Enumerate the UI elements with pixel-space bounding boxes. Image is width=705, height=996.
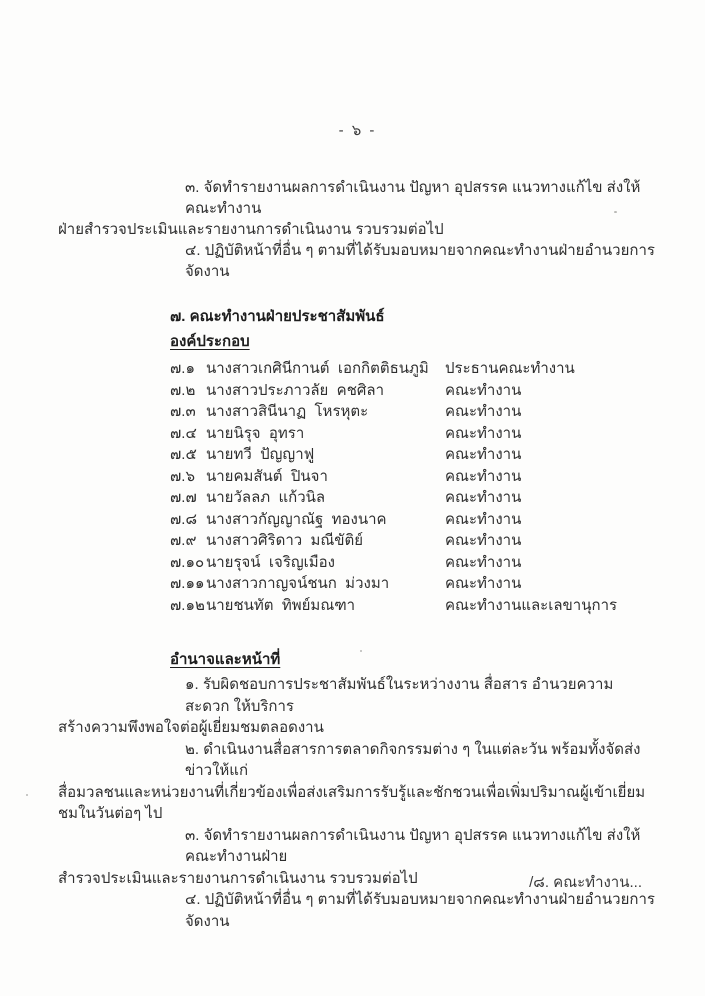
member-number: ๗.๙ xyxy=(170,532,197,549)
committee-member-list xyxy=(170,358,657,616)
member-row xyxy=(170,595,657,617)
paragraph-line: ๓. จัดทำรายงานผลการดำเนินงาน ปัญหา อุปสรรค แนวทางแก้ไข ส่งให้คณะทำงาน xyxy=(185,179,641,217)
member-number: ๗.๕ xyxy=(170,446,197,463)
duties-heading: อำนาจและหน้าที่ xyxy=(170,651,281,668)
scan-artifact xyxy=(360,650,362,652)
member-role: คณะทำงาน xyxy=(445,381,522,399)
member-name: นางสาวประภาวลัย คชศิลา xyxy=(206,381,385,399)
member-name: นายวัลลภ แก้วนิล xyxy=(206,489,326,506)
page-number: - ๖ - xyxy=(338,122,377,139)
member-row xyxy=(170,530,657,552)
member-name: นางสาวกัญญาณัฐ ทองนาค xyxy=(206,510,387,528)
duty-line: สร้างความพึงพอใจต่อผู้เยี่ยมชมตลอดงาน xyxy=(58,719,324,736)
paragraph-line: ฝ่ายสำรวจประเมินและรายงานการดำเนินงาน รวบรวมต่อไป xyxy=(58,221,444,238)
member-name: นางสาวเกศินีกานต์ เอกกิตติธนภูมิ xyxy=(206,360,429,377)
member-role: คณะทำงาน xyxy=(445,467,522,485)
member-role: คณะทำงาน xyxy=(445,553,522,571)
member-role: คณะทำงาน xyxy=(445,575,522,592)
member-name: นางสาวศิริดาว มณีขัติย์ xyxy=(206,532,364,549)
member-number: ๗.๑๑ xyxy=(170,575,205,592)
member-number: ๗.๓ xyxy=(170,403,196,420)
duty-line: ๒. ดำเนินงานสื่อสารการตลาดกิจกรรมต่าง ๆ ในแต่ละวัน พร้อมทั้งจัดส่งข่าวให้แก่ xyxy=(185,740,641,779)
member-name: นายทวี ปัญญาฟู xyxy=(206,446,315,463)
member-row xyxy=(170,380,657,402)
page-continuation-note: /๘. คณะทำงาน... xyxy=(529,874,642,891)
member-name: นายชนทัต ทิพย์มณฑา xyxy=(206,596,356,614)
member-name: นายคมสันต์ ปินจา xyxy=(206,467,328,485)
composition-heading: องค์ประกอบ xyxy=(170,333,250,350)
member-row xyxy=(170,509,657,531)
member-row xyxy=(170,444,657,466)
member-number: ๗.๔ xyxy=(170,424,197,442)
member-role: คณะทำงาน xyxy=(445,489,522,506)
member-number: ๗.๘ xyxy=(170,510,198,528)
member-name: นางสาวกาญจน์ชนก ม่วงมา xyxy=(206,575,390,592)
member-number: ๗.๑๒ xyxy=(170,596,205,614)
paragraph-line: ๔. ปฏิบัติหน้าที่อื่น ๆ ตามที่ได้รับมอบหมายจากคณะทำงานฝ่ายอำนวยการจัดงาน xyxy=(185,242,655,280)
previous-section-tail xyxy=(58,177,657,282)
duty-line: ๑. รับผิดชอบการประชาสัมพันธ์ในระหว่างงาน สื่อสาร อำนวยความสะดวก ให้บริการ xyxy=(185,676,614,715)
member-number: ๗.๖ xyxy=(170,467,195,485)
member-role: คณะทำงาน xyxy=(445,510,522,528)
member-row xyxy=(170,573,657,595)
member-row xyxy=(170,466,657,488)
member-row xyxy=(170,358,657,380)
duty-line: ๔. ปฏิบัติหน้าที่อื่น ๆ ตามที่ได้รับมอบหมายจากคณะทำงานฝ่ายอำนวยการจัดงาน xyxy=(185,891,655,930)
duty-line: สำรวจประเมินและรายงานการดำเนินงาน รวบรวมต่อไป xyxy=(58,869,418,887)
member-name: นางสาวสินีนาฏ โหรหุตะ xyxy=(206,403,369,420)
section7-heading: ๗. คณะทำงานฝ่ายประชาสัมพันธ์ xyxy=(170,308,385,325)
member-row xyxy=(170,487,657,509)
duty-line: สื่อมวลชนและหน่วยงานที่เกี่ยวข้องเพื่อส่งเสริมการรับรู้และชักชวนเพื่อเพิ่มปริมาณผู้เข้าเยี่ยมชมในวันต่อๆ ไป xyxy=(58,783,646,822)
member-number: ๗.๗ xyxy=(170,489,197,506)
duties-text xyxy=(58,674,657,932)
member-number: ๗.๑๐ xyxy=(170,553,205,571)
member-role: คณะทำงาน xyxy=(445,424,522,442)
member-row xyxy=(170,401,657,423)
member-row xyxy=(170,552,657,574)
page-content xyxy=(58,0,657,932)
member-number: ๗.๑ xyxy=(170,360,195,377)
member-name: นายนิรุจ อุทรา xyxy=(206,424,305,442)
member-number: ๗.๒ xyxy=(170,381,196,399)
member-name: นายรุจน์ เจริญเมือง xyxy=(206,553,336,571)
member-role: คณะทำงาน xyxy=(445,446,522,463)
member-row xyxy=(170,423,657,445)
member-role: คณะทำงาน xyxy=(445,532,522,549)
duty-line: ๓. จัดทำรายงานผลการดำเนินงาน ปัญหา อุปสรรค แนวทางแก้ไข ส่งให้คณะทำงานฝ่าย xyxy=(185,826,641,865)
member-role: คณะทำงาน xyxy=(445,403,522,420)
scan-artifact xyxy=(614,211,617,213)
member-role: คณะทำงานและเลขานุการ xyxy=(445,596,618,614)
member-role: ประธานคณะทำงาน xyxy=(445,360,575,377)
scan-artifact xyxy=(26,794,28,796)
